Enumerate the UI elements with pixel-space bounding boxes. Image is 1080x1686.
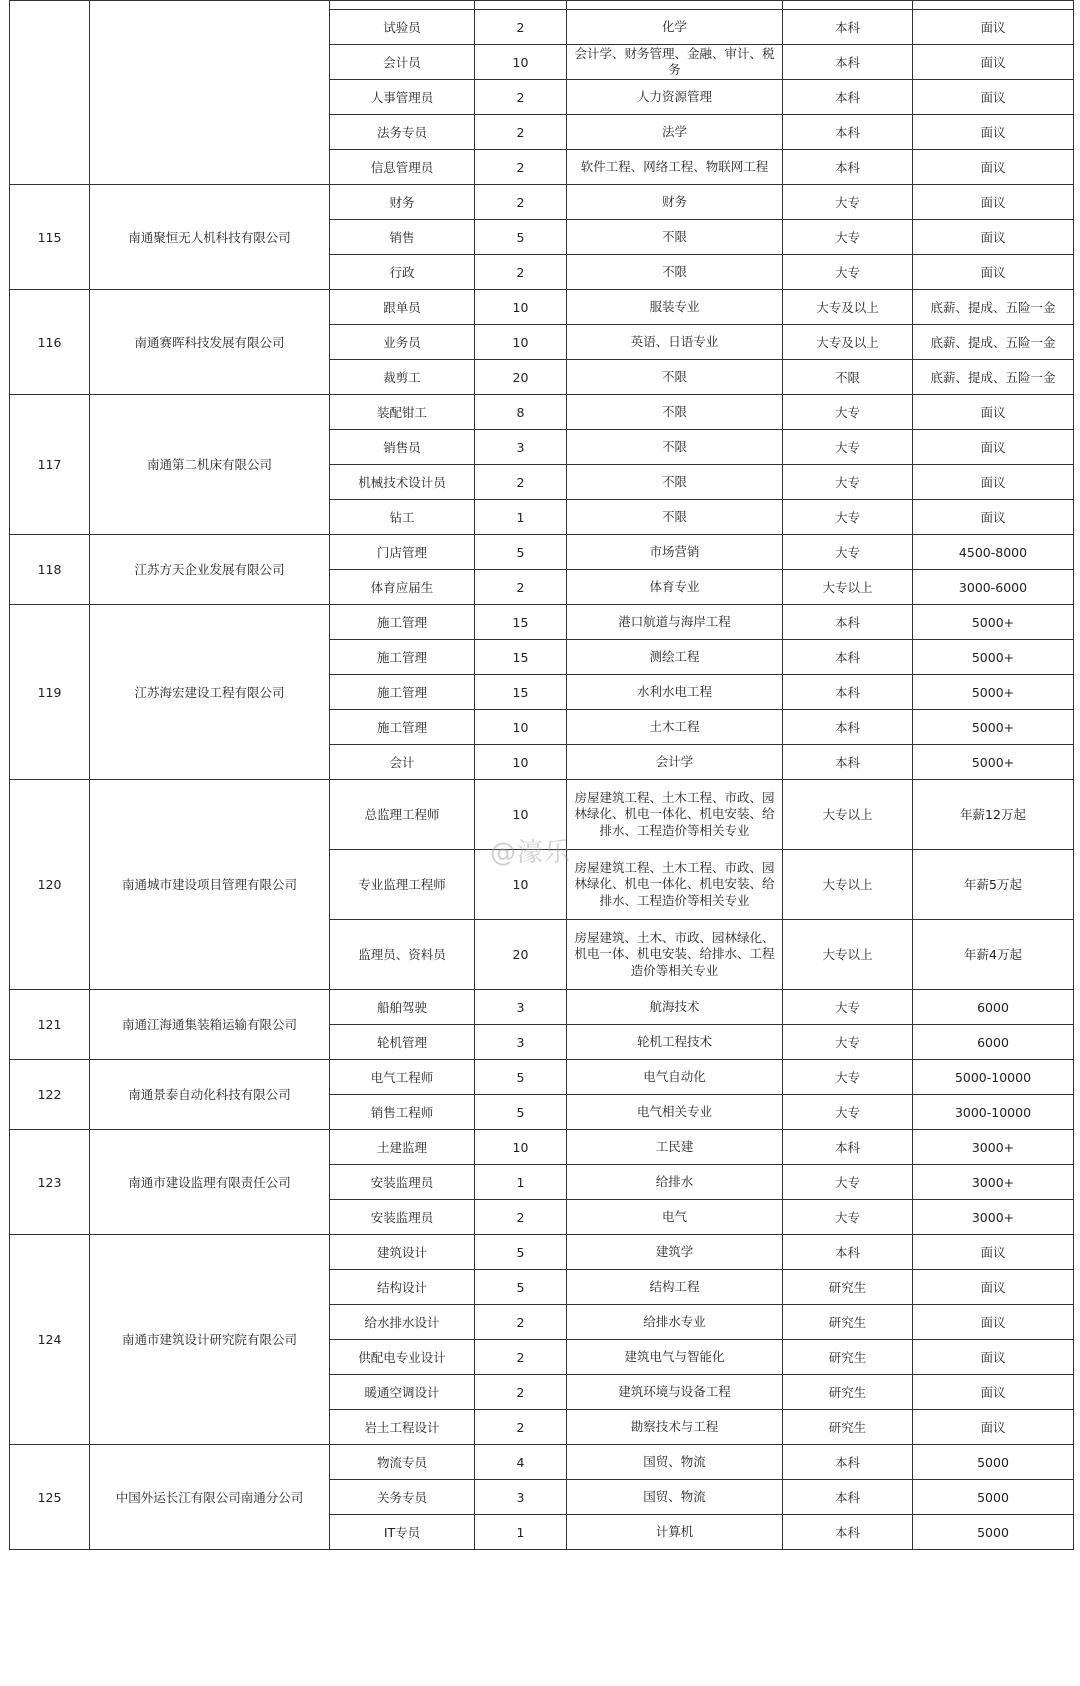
position-cell: 岩土工程设计 [330, 1410, 475, 1445]
position-cell: 施工管理 [330, 710, 475, 745]
count-cell: 15 [475, 640, 567, 675]
salary-cell: 6000 [913, 990, 1074, 1025]
education-cell: 大专 [783, 465, 913, 500]
salary-cell: 面议 [913, 150, 1074, 185]
company-number-cell: 120 [10, 780, 90, 990]
education-cell: 本科 [783, 1445, 913, 1480]
position-cell: 安装监理员 [330, 1200, 475, 1235]
major-cell: 建筑环境与设备工程 [567, 1375, 783, 1410]
count-cell: 3 [475, 1025, 567, 1060]
position-cell: 施工管理 [330, 640, 475, 675]
education-cell: 研究生 [783, 1375, 913, 1410]
count-cell: 15 [475, 675, 567, 710]
position-cell: 跟单员 [330, 290, 475, 325]
education-cell: 大专 [783, 535, 913, 570]
major-cell: 不限 [567, 220, 783, 255]
position-cell: 机械技术设计员 [330, 465, 475, 500]
position-cell: 供配电专业设计 [330, 1340, 475, 1375]
position-cell: 建筑设计 [330, 1235, 475, 1270]
salary-cell: 年薪4万起 [913, 920, 1074, 990]
count-cell: 2 [475, 255, 567, 290]
education-cell: 不限 [783, 360, 913, 395]
salary-cell: 6000 [913, 1025, 1074, 1060]
education-cell: 本科 [783, 45, 913, 80]
count-cell: 2 [475, 570, 567, 605]
major-cell: 财务 [567, 185, 783, 220]
salary-cell: 3000+ [913, 1130, 1074, 1165]
salary-cell: 面议 [913, 1410, 1074, 1445]
education-cell: 研究生 [783, 1270, 913, 1305]
recruitment-table [9, 0, 1074, 1550]
major-cell: 化学 [567, 10, 783, 45]
count-cell: 10 [475, 325, 567, 360]
education-cell: 大专 [783, 1165, 913, 1200]
salary-cell: 面议 [913, 45, 1074, 80]
table-row [10, 1235, 1074, 1270]
salary-cell: 面议 [913, 10, 1074, 45]
count-cell: 2 [475, 1200, 567, 1235]
education-cell: 大专 [783, 185, 913, 220]
position-cell [330, 1, 475, 10]
education-cell: 大专 [783, 1095, 913, 1130]
major-cell: 工民建 [567, 1130, 783, 1165]
education-cell: 本科 [783, 115, 913, 150]
company-number-cell: 118 [10, 535, 90, 605]
company-number-cell: 124 [10, 1235, 90, 1445]
education-cell: 本科 [783, 10, 913, 45]
position-cell: 人事管理员 [330, 80, 475, 115]
education-cell: 大专 [783, 1200, 913, 1235]
major-cell: 不限 [567, 360, 783, 395]
company-name-cell: 南通城市建设项目管理有限公司 [90, 780, 330, 990]
position-cell: 门店管理 [330, 535, 475, 570]
major-cell: 房屋建筑、土木、市政、园林绿化、机电一体、机电安装、给排水、工程造价等相关专业 [567, 920, 783, 990]
education-cell: 大专以上 [783, 920, 913, 990]
education-cell: 本科 [783, 1515, 913, 1550]
count-cell: 4 [475, 1445, 567, 1480]
major-cell: 计算机 [567, 1515, 783, 1550]
count-cell: 10 [475, 710, 567, 745]
count-cell: 20 [475, 920, 567, 990]
education-cell: 本科 [783, 675, 913, 710]
education-cell [783, 1, 913, 10]
count-cell: 1 [475, 1515, 567, 1550]
company-number-cell: 123 [10, 1130, 90, 1235]
major-cell: 会计学、财务管理、金融、审计、税务 [567, 45, 783, 80]
major-cell: 电气相关专业 [567, 1095, 783, 1130]
count-cell: 2 [475, 465, 567, 500]
major-cell: 英语、日语专业 [567, 325, 783, 360]
education-cell: 大专 [783, 255, 913, 290]
salary-cell: 面议 [913, 115, 1074, 150]
major-cell: 不限 [567, 465, 783, 500]
major-cell: 会计学 [567, 745, 783, 780]
position-cell: 销售工程师 [330, 1095, 475, 1130]
count-cell: 3 [475, 990, 567, 1025]
salary-cell: 面议 [913, 255, 1074, 290]
salary-cell: 3000+ [913, 1165, 1074, 1200]
count-cell: 10 [475, 780, 567, 850]
count-cell: 2 [475, 150, 567, 185]
company-name-cell: 南通聚恒无人机科技有限公司 [90, 185, 330, 290]
company-number-cell: 125 [10, 1445, 90, 1550]
count-cell: 2 [475, 185, 567, 220]
salary-cell: 面议 [913, 395, 1074, 430]
salary-cell: 5000+ [913, 675, 1074, 710]
company-number-cell: 116 [10, 290, 90, 395]
salary-cell: 面议 [913, 1340, 1074, 1375]
count-cell: 5 [475, 1270, 567, 1305]
salary-cell: 面议 [913, 1270, 1074, 1305]
major-cell: 不限 [567, 395, 783, 430]
major-cell: 不限 [567, 430, 783, 465]
company-number-cell: 121 [10, 990, 90, 1060]
major-cell: 电气自动化 [567, 1060, 783, 1095]
table-row [10, 185, 1074, 220]
major-cell: 勘察技术与工程 [567, 1410, 783, 1445]
salary-cell: 5000+ [913, 640, 1074, 675]
major-cell: 给排水 [567, 1165, 783, 1200]
education-cell: 大专以上 [783, 850, 913, 920]
position-cell: 会计 [330, 745, 475, 780]
company-number-cell: 115 [10, 185, 90, 290]
count-cell: 1 [475, 500, 567, 535]
position-cell: 船舶驾驶 [330, 990, 475, 1025]
count-cell: 3 [475, 430, 567, 465]
position-cell: 监理员、资料员 [330, 920, 475, 990]
count-cell: 2 [475, 80, 567, 115]
salary-cell: 面议 [913, 185, 1074, 220]
company-number-cell: 122 [10, 1060, 90, 1130]
table-row [10, 395, 1074, 430]
position-cell: 试验员 [330, 10, 475, 45]
company-number-cell: 117 [10, 395, 90, 535]
count-cell: 5 [475, 535, 567, 570]
education-cell: 大专 [783, 430, 913, 465]
salary-cell: 5000+ [913, 745, 1074, 780]
education-cell: 本科 [783, 80, 913, 115]
major-cell: 人力资源管理 [567, 80, 783, 115]
table-row [10, 1, 1074, 10]
salary-cell: 面议 [913, 1375, 1074, 1410]
count-cell: 10 [475, 850, 567, 920]
company-name-cell [90, 1, 330, 185]
position-cell: 给水排水设计 [330, 1305, 475, 1340]
count-cell: 1 [475, 1165, 567, 1200]
company-name-cell: 江苏方天企业发展有限公司 [90, 535, 330, 605]
education-cell: 大专 [783, 220, 913, 255]
position-cell: 行政 [330, 255, 475, 290]
education-cell: 本科 [783, 1235, 913, 1270]
education-cell: 大专 [783, 1025, 913, 1060]
position-cell: 法务专员 [330, 115, 475, 150]
education-cell: 大专 [783, 990, 913, 1025]
education-cell: 本科 [783, 745, 913, 780]
education-cell: 大专及以上 [783, 290, 913, 325]
table-row [10, 290, 1074, 325]
position-cell: 信息管理员 [330, 150, 475, 185]
count-cell: 10 [475, 290, 567, 325]
company-name-cell: 南通第二机床有限公司 [90, 395, 330, 535]
major-cell: 房屋建筑工程、土木工程、市政、园林绿化、机电一体化、机电安装、给排水、工程造价等相关专业 [567, 780, 783, 850]
position-cell: 安装监理员 [330, 1165, 475, 1200]
table-row [10, 605, 1074, 640]
salary-cell: 5000 [913, 1480, 1074, 1515]
company-name-cell: 中国外运长江有限公司南通分公司 [90, 1445, 330, 1550]
major-cell: 国贸、物流 [567, 1445, 783, 1480]
count-cell: 5 [475, 220, 567, 255]
company-name-cell: 南通江海通集装箱运输有限公司 [90, 990, 330, 1060]
position-cell: 销售 [330, 220, 475, 255]
recruitment-table-sheet [9, 0, 1073, 1550]
major-cell: 水利水电工程 [567, 675, 783, 710]
salary-cell: 面议 [913, 430, 1074, 465]
major-cell: 航海技术 [567, 990, 783, 1025]
table-row [10, 1060, 1074, 1095]
education-cell: 大专以上 [783, 780, 913, 850]
major-cell: 给排水专业 [567, 1305, 783, 1340]
salary-cell: 面议 [913, 500, 1074, 535]
count-cell: 3 [475, 1480, 567, 1515]
salary-cell: 底薪、提成、五险一金 [913, 290, 1074, 325]
education-cell: 大专 [783, 395, 913, 430]
education-cell: 大专 [783, 1060, 913, 1095]
education-cell: 本科 [783, 150, 913, 185]
major-cell: 结构工程 [567, 1270, 783, 1305]
company-name-cell: 南通市建设监理有限责任公司 [90, 1130, 330, 1235]
salary-cell: 年薪5万起 [913, 850, 1074, 920]
position-cell: 电气工程师 [330, 1060, 475, 1095]
count-cell: 2 [475, 1340, 567, 1375]
position-cell: 专业监理工程师 [330, 850, 475, 920]
salary-cell: 年薪12万起 [913, 780, 1074, 850]
count-cell: 5 [475, 1095, 567, 1130]
count-cell: 5 [475, 1060, 567, 1095]
position-cell: 结构设计 [330, 1270, 475, 1305]
salary-cell: 底薪、提成、五险一金 [913, 360, 1074, 395]
major-cell: 土木工程 [567, 710, 783, 745]
count-cell: 5 [475, 1235, 567, 1270]
salary-cell: 面议 [913, 465, 1074, 500]
count-cell: 15 [475, 605, 567, 640]
count-cell: 8 [475, 395, 567, 430]
count-cell: 2 [475, 115, 567, 150]
table-row [10, 535, 1074, 570]
salary-cell: 3000-6000 [913, 570, 1074, 605]
salary-cell: 面议 [913, 1235, 1074, 1270]
salary-cell: 5000+ [913, 710, 1074, 745]
major-cell: 体育专业 [567, 570, 783, 605]
position-cell: 裁剪工 [330, 360, 475, 395]
position-cell: 总监理工程师 [330, 780, 475, 850]
major-cell: 房屋建筑工程、土木工程、市政、园林绿化、机电一体化、机电安装、给排水、工程造价等相关专业 [567, 850, 783, 920]
count-cell: 2 [475, 1375, 567, 1410]
major-cell: 软件工程、网络工程、物联网工程 [567, 150, 783, 185]
salary-cell: 3000+ [913, 1200, 1074, 1235]
salary-cell: 面议 [913, 80, 1074, 115]
major-cell: 不限 [567, 500, 783, 535]
major-cell: 服装专业 [567, 290, 783, 325]
watermark: @濠乐 [490, 838, 572, 868]
salary-cell: 4500-8000 [913, 535, 1074, 570]
position-cell: 钻工 [330, 500, 475, 535]
position-cell: 物流专员 [330, 1445, 475, 1480]
recruitment-table-body [10, 1, 1074, 1550]
position-cell: 土建监理 [330, 1130, 475, 1165]
company-name-cell: 江苏海宏建设工程有限公司 [90, 605, 330, 780]
education-cell: 本科 [783, 1480, 913, 1515]
education-cell: 研究生 [783, 1340, 913, 1375]
major-cell: 不限 [567, 255, 783, 290]
salary-cell: 3000-10000 [913, 1095, 1074, 1130]
company-number-cell [10, 1, 90, 185]
major-cell: 测绘工程 [567, 640, 783, 675]
education-cell: 大专以上 [783, 570, 913, 605]
major-cell: 国贸、物流 [567, 1480, 783, 1515]
major-cell: 电气 [567, 1200, 783, 1235]
salary-cell: 5000-10000 [913, 1060, 1074, 1095]
education-cell: 研究生 [783, 1305, 913, 1340]
company-name-cell: 南通景泰自动化科技有限公司 [90, 1060, 330, 1130]
table-row [10, 990, 1074, 1025]
position-cell: 销售员 [330, 430, 475, 465]
count-cell: 10 [475, 745, 567, 780]
count-cell: 2 [475, 1305, 567, 1340]
position-cell: 轮机管理 [330, 1025, 475, 1060]
position-cell: 业务员 [330, 325, 475, 360]
salary-cell [913, 1, 1074, 10]
count-cell [475, 1, 567, 10]
company-name-cell: 南通赛晖科技发展有限公司 [90, 290, 330, 395]
position-cell: IT专员 [330, 1515, 475, 1550]
count-cell: 10 [475, 45, 567, 80]
company-number-cell: 119 [10, 605, 90, 780]
education-cell: 本科 [783, 710, 913, 745]
position-cell: 关务专员 [330, 1480, 475, 1515]
count-cell: 10 [475, 1130, 567, 1165]
company-name-cell: 南通市建筑设计研究院有限公司 [90, 1235, 330, 1445]
major-cell: 建筑电气与智能化 [567, 1340, 783, 1375]
salary-cell: 面议 [913, 220, 1074, 255]
salary-cell: 底薪、提成、五险一金 [913, 325, 1074, 360]
education-cell: 本科 [783, 1130, 913, 1165]
major-cell: 建筑学 [567, 1235, 783, 1270]
education-cell: 研究生 [783, 1410, 913, 1445]
salary-cell: 5000+ [913, 605, 1074, 640]
count-cell: 2 [475, 1410, 567, 1445]
major-cell: 轮机工程技术 [567, 1025, 783, 1060]
count-cell: 2 [475, 10, 567, 45]
position-cell: 暖通空调设计 [330, 1375, 475, 1410]
position-cell: 施工管理 [330, 675, 475, 710]
position-cell: 财务 [330, 185, 475, 220]
position-cell: 施工管理 [330, 605, 475, 640]
salary-cell: 5000 [913, 1515, 1074, 1550]
table-row [10, 1130, 1074, 1165]
salary-cell: 5000 [913, 1445, 1074, 1480]
major-cell: 市场营销 [567, 535, 783, 570]
count-cell: 20 [475, 360, 567, 395]
major-cell: 法学 [567, 115, 783, 150]
position-cell: 装配钳工 [330, 395, 475, 430]
position-cell: 体育应届生 [330, 570, 475, 605]
position-cell: 会计员 [330, 45, 475, 80]
education-cell: 本科 [783, 640, 913, 675]
education-cell: 本科 [783, 605, 913, 640]
major-cell: 港口航道与海岸工程 [567, 605, 783, 640]
salary-cell: 面议 [913, 1305, 1074, 1340]
table-row [10, 780, 1074, 850]
education-cell: 大专 [783, 500, 913, 535]
major-cell [567, 1, 783, 10]
education-cell: 大专及以上 [783, 325, 913, 360]
table-row [10, 1445, 1074, 1480]
